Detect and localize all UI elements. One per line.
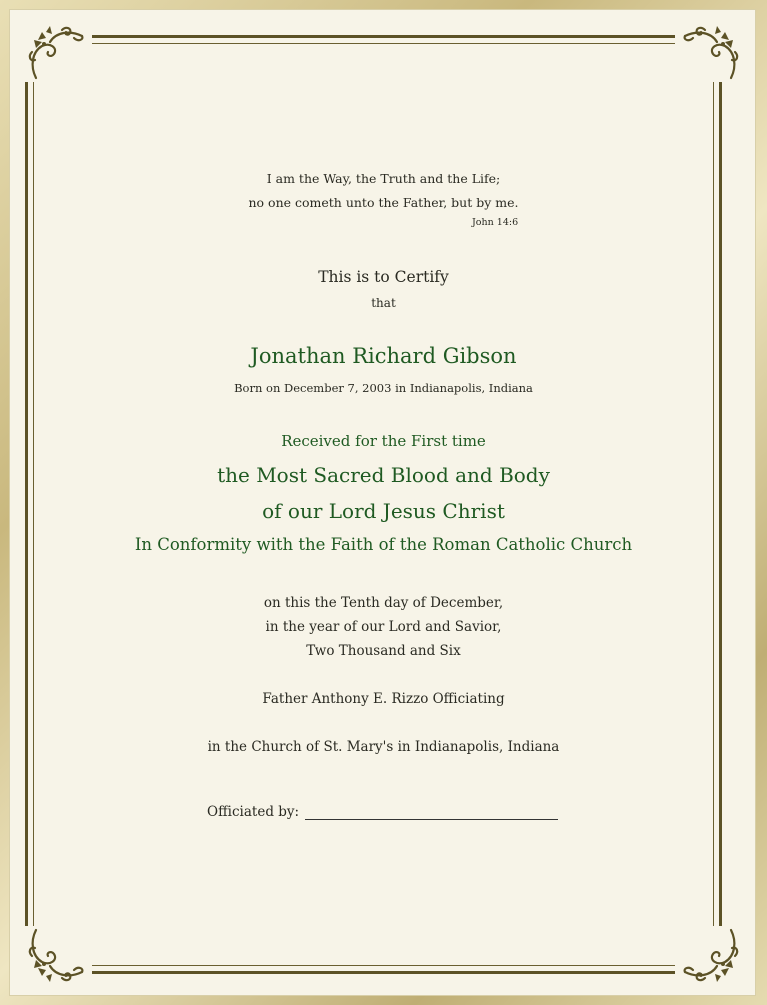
signature-label: Officiated by: [207,804,300,820]
corner-ornament-top-left [22,22,92,82]
date-line-3: Two Thousand and Six [306,643,461,659]
sacrament-line-3: of our Lord Jesus Christ [262,499,505,523]
signature-line [305,805,558,820]
recipient-name: Jonathan Richard Gibson [250,344,517,368]
sacrament-line-1: Received for the First time [281,432,486,450]
verse-line-2: no one cometh unto the Father, but by me. [248,195,519,210]
date-line-2: in the year of our Lord and Savior, [265,619,502,635]
church-location: in the Church of St. Mary's in Indianapolis, Indiana [207,739,560,755]
corner-ornament-top-right [675,22,745,82]
verse-reference: John 14:6 [472,217,519,228]
date-line-1: on this the Tenth day of December, [263,595,504,611]
sacrament-line-4: In Conformity with the Faith of the Roman Catholic Church [134,535,633,554]
certify-that: that [371,296,396,310]
certify-heading: This is to Certify [318,268,449,286]
recipient-birth: Born on December 7, 2003 in Indianapolis, Indiana [234,381,533,395]
corner-ornament-bottom-left [22,926,92,986]
verse-line-1: I am the Way, the Truth and the Life; [266,171,501,186]
corner-ornament-bottom-right [675,926,745,986]
officiant-name: Father Anthony E. Rizzo Officiating [262,691,505,707]
signature-row [207,804,558,820]
sacrament-line-2: the Most Sacred Blood and Body [217,463,550,487]
